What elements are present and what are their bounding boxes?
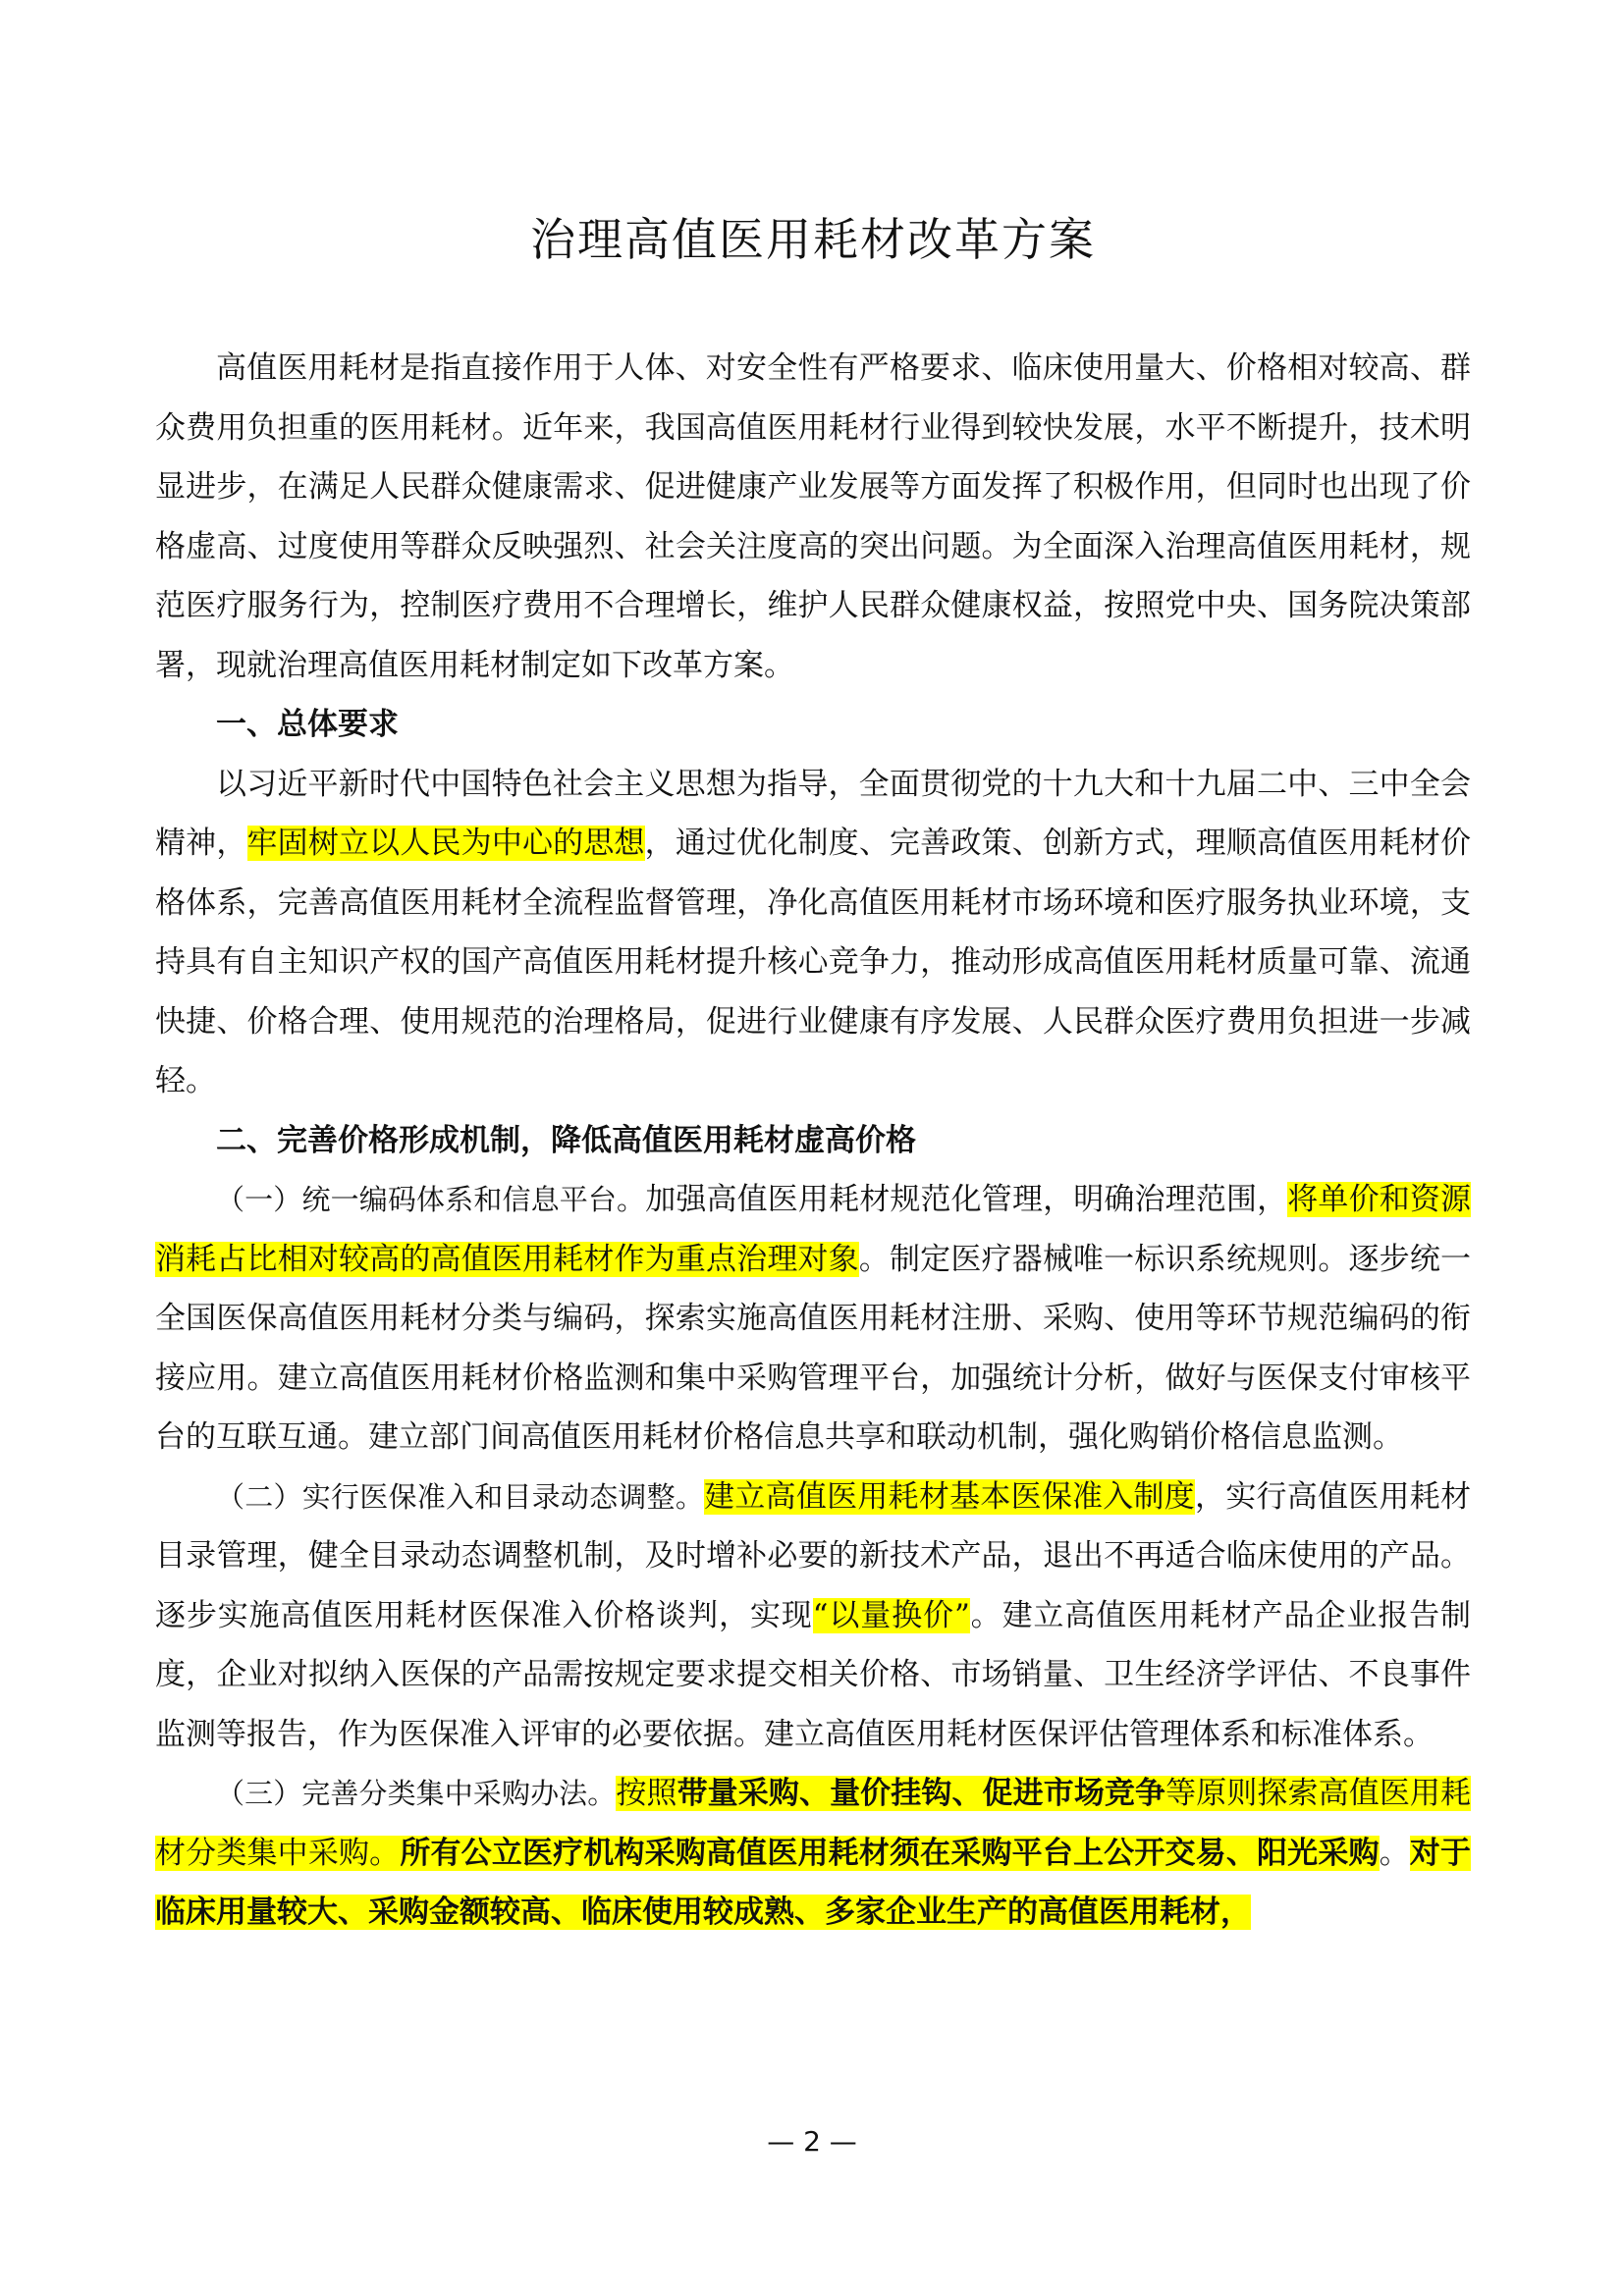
text-run: ，通过优化制度、完善政策、创新方式，理顺高值医用耗材价格体系，完善高值医用耗材全流程监督管理，净化高值医用耗材市场环境和医疗服务执业环境，支持具有自主知识产权的国产高值医用耗材提升核心竞争力，推动形成高值医用耗材质量可靠、流通快捷、价格合理、使用规范的治理格局，促进行业健康有序发展、人民群众医疗费用负担进一步减轻。 (155, 826, 1472, 1098)
item3-paragraph (155, 1764, 1471, 1943)
highlighted-text: 按照 (616, 1776, 677, 1811)
item3-label: （三）完善分类集中采购办法。 (216, 1777, 617, 1810)
section1-paragraph (155, 755, 1471, 1111)
item2-label: （二）实行医保准入和目录动态调整。 (216, 1479, 705, 1514)
text-run: 。 (1379, 1835, 1410, 1871)
text-run: ，实行高值医用耗材目录管理，健全目录动态调整机制，及时增补必要的新技术产品，退出不再适合临床使用的产品。逐步实施高值医用耗材医保准入价格谈判，实现 (155, 1478, 1471, 1633)
highlighted-text: “以量换价” (812, 1597, 970, 1633)
section2-heading: 二、完善价格形成机制，降低高值医用耗材虚高价格 (216, 1122, 916, 1158)
highlighted-text: 将单价和资源消耗占比相对较高的高值医用耗材作为重点治理对象 (155, 1182, 1472, 1277)
text-run: 。建立高值医用耗材产品企业报告制度，企业对拟纳入医保的产品需按规定要求提交相关价格、市场销量、卫生经济学评估、不良事件监测等报告，作为医保准入评审的必要依据。建立高值医用耗材医保评估管理体系和标准体系。 (155, 1597, 1472, 1752)
highlighted-bold-text: 带量采购、量价挂钩、促进市场竞争 (677, 1776, 1166, 1811)
item1-label: （一）统一编码体系和信息平台。 (216, 1183, 646, 1216)
text-run: 。制定医疗器械唯一标识系统规则。逐步统一全国医保高值医用耗材分类与编码，探索实施高值医用耗材注册、采购、使用等环节规范编码的衔接应用。建立高值医用耗材价格监测和集中采购管理平台，加强统计分析，做好与医保支付审核平台的互联互通。建立部门间高值医用耗材价格信息共享和联动机制，强化购销价格信息监测。 (155, 1241, 1472, 1455)
intro-paragraph: 高值医用耗材是指直接作用于人体、对安全性有严格要求、临床使用量大、价格相对较高、群众费用负担重的医用耗材。近年来，我国高值医用耗材行业得到较快发展，水平不断提升，技术明显进步，在满足人民群众健康需求、促进健康产业发展等方面发挥了积极作用，但同时也出现了价格虚高、过度使用等群众反映强烈、社会关注度高的突出问题。为全面深入治理高值医用耗材，规范医疗服务行为，控制医疗费用不合理增长，维护人民群众健康权益，按照党中央、国务院决策部署，现就治理高值医用耗材制定如下改革方案。 (155, 350, 1471, 683)
item1-paragraph (155, 1170, 1471, 1468)
item2-paragraph (155, 1468, 1471, 1765)
highlighted-text: 牢固树立以人民为中心的思想 (246, 826, 645, 861)
page-number: — 2 — (767, 2125, 857, 2158)
highlighted-text: 建立高值医用耗材基本医保准入制度 (704, 1478, 1196, 1515)
document-body (155, 339, 1471, 1943)
highlighted-text: 等原则探索高值医用耗材分类集中采购。 (155, 1776, 1472, 1871)
highlighted-bold-text: 所有公立医疗机构采购高值医用耗材须在采购平台上公开交易、阳光采购 (400, 1835, 1380, 1871)
text-run: 加强高值医用耗材规范化管理，明确治理范围， (645, 1182, 1288, 1217)
highlighted-bold-text: 对于临床用量较大、采购金额较高、临床使用较成熟、多家企业生产的高值医用耗材， (155, 1835, 1472, 1930)
document-title: 治理高值医用耗材改革方案 (530, 213, 1096, 266)
section1-heading: 一、总体要求 (216, 707, 399, 742)
text-run: 以习近平新时代中国特色社会主义思想为指导，全面贯彻党的十九大和十九届二中、三中全会精神， (155, 766, 1471, 861)
